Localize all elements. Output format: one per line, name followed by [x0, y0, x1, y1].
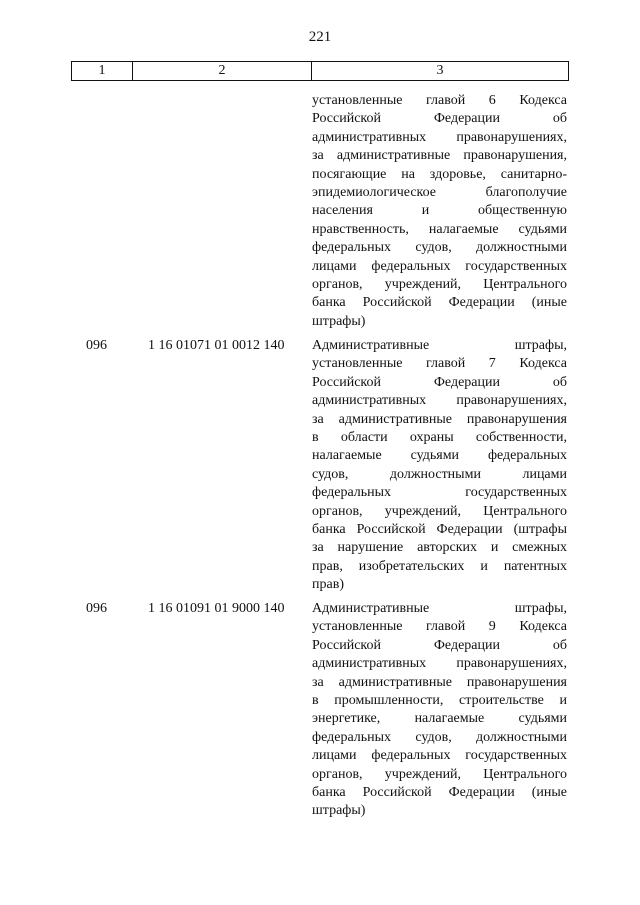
- description-line: населения и общественную: [312, 203, 567, 219]
- continuation-description: [312, 92, 567, 331]
- description-line: судов, должностными лицами: [312, 466, 567, 482]
- column-header-2: 2: [133, 62, 312, 81]
- description-line: установленные главой 6 Кодекса: [312, 93, 567, 108]
- description-line: федеральных государственных: [312, 485, 567, 501]
- description-line: органов, учреждений, Центрального: [312, 766, 567, 782]
- description-line: банка Российской Федерации (иные: [312, 295, 567, 311]
- row-description: [312, 600, 567, 821]
- description-line: в промышленности, строительстве и: [312, 693, 567, 709]
- description-line: административных правонарушениях,: [312, 656, 567, 672]
- description-line: Административные штрафы,: [312, 601, 567, 616]
- description-line: нравственность, налагаемые судьями: [312, 221, 567, 237]
- description-line: за нарушение авторских и смежных: [312, 540, 567, 556]
- description-line: в области охраны собственности,: [312, 430, 567, 446]
- description-line: Российской Федерации об: [312, 374, 567, 390]
- description-line: банка Российской Федерации (иные: [312, 785, 567, 801]
- description-line: лицами федеральных государственных: [312, 258, 567, 274]
- budget-classification-code: 1 16 01091 01 9000 140: [148, 601, 285, 616]
- description-line: федеральных судов, должностными: [312, 240, 567, 256]
- description-line: за административные правонарушения: [312, 411, 567, 427]
- description-line: прав, изобретательских и патентных: [312, 558, 567, 574]
- admin-code: 096: [86, 338, 107, 353]
- description-line: Российской Федерации об: [312, 637, 567, 653]
- description-line: органов, учреждений, Центрального: [312, 277, 567, 293]
- description-line: прав): [312, 577, 344, 593]
- description-line: энергетике, налагаемые судьями: [312, 711, 567, 727]
- description-line: административных правонарушениях,: [312, 129, 567, 145]
- column-header-1: 1: [72, 62, 133, 81]
- column-header-table: [71, 61, 569, 81]
- description-line: административных правонарушениях,: [312, 393, 567, 409]
- description-line: федеральных судов, должностными: [312, 729, 567, 745]
- budget-classification-code: 1 16 01071 01 0012 140: [148, 338, 285, 353]
- description-line: налагаемые судьями федеральных: [312, 448, 567, 464]
- page-number: 221: [308, 29, 332, 45]
- description-line: за административные правонарушения,: [312, 148, 567, 164]
- description-line: установленные главой 9 Кодекса: [312, 619, 567, 635]
- column-header-3: 3: [312, 62, 569, 81]
- column-header-row: [72, 62, 569, 81]
- admin-code: 096: [86, 601, 107, 616]
- description-line: Российской Федерации об: [312, 111, 567, 127]
- description-line: посягающие на здоровье, санитарно-: [312, 166, 567, 182]
- description-line: установленные главой 7 Кодекса: [312, 356, 567, 372]
- description-line: штрафы): [312, 803, 366, 819]
- description-line: Административные штрафы,: [312, 338, 567, 353]
- description-line: банка Российской Федерации (штрафы: [312, 522, 567, 538]
- description-line: органов, учреждений, Центрального: [312, 503, 567, 519]
- description-line: штрафы): [312, 313, 366, 329]
- row-description: [312, 337, 567, 595]
- description-line: лицами федеральных государственных: [312, 748, 567, 764]
- description-line: за административные правонарушения: [312, 674, 567, 690]
- description-line: эпидемиологическое благополучие: [312, 185, 567, 201]
